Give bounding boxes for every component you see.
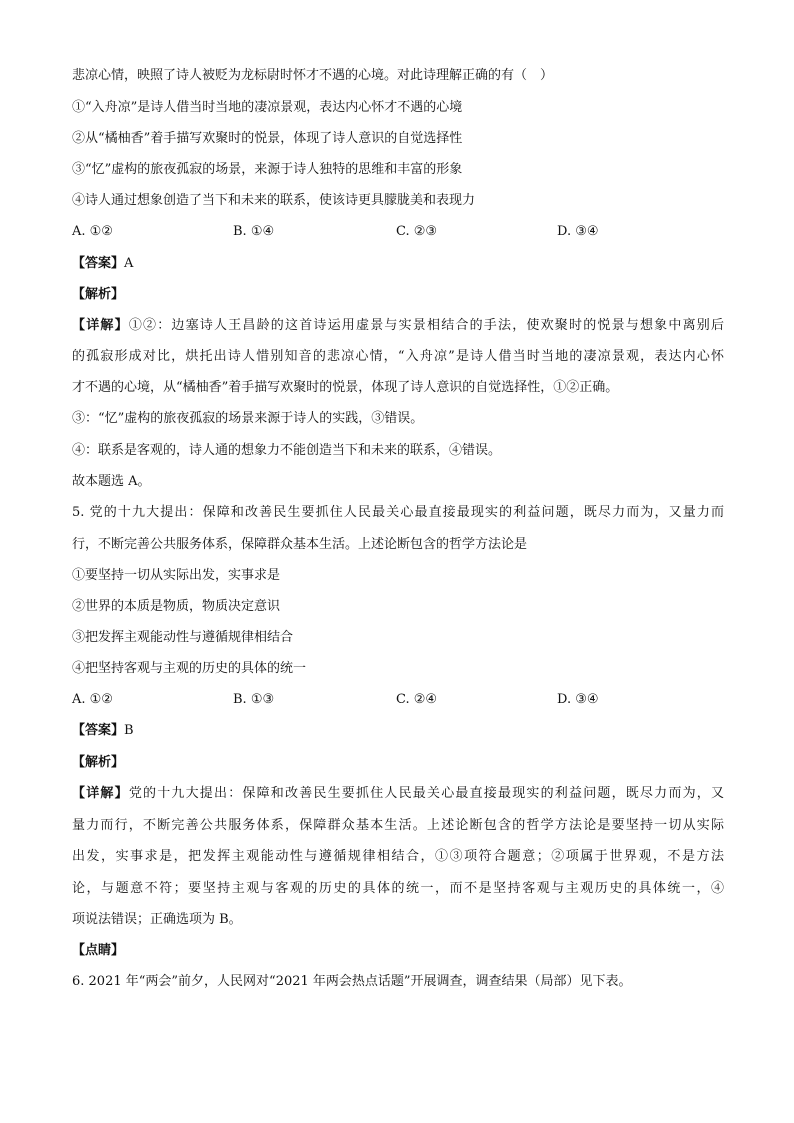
q4-detail-line-3: 才不遇的心境，从“橘柚香”着手描写欢聚时的悦景，体现了诗人意识的自觉选择性，①②正确。 <box>72 380 619 395</box>
q5-answer <box>72 722 724 740</box>
q5-detail-line-5: 项说法错误；正确选项为 B。 <box>72 912 242 927</box>
q5-stem-line-1: 5. 党的十九大提出：保障和改善民生要抓住人民最关心最直接最现实的利益问题，既尽力而为，又量力而 <box>72 505 724 520</box>
q5-option-1: ①要坚持一切从实际出发，实事求是 <box>72 568 281 583</box>
q4-answer <box>72 255 724 273</box>
q6-stem: 6. 2021 年“两会”前夕，人民网对“2021 年两会热点话题”开展调查，调查结果（局部）见下表。 <box>72 974 632 989</box>
q5-stem-line-2: 行，不断完善公共服务体系，保障群众基本生活。上述论断包含的哲学方法论是 <box>72 537 528 552</box>
comment-label: 【点睛】 <box>72 943 125 958</box>
analysis-label: 【解析】 <box>72 755 125 770</box>
detail-text: 党的十九大提出：保障和改善民生要抓住人民最关心最直接最现实的利益问题，既尽力而为，又 <box>128 786 724 801</box>
q5-choice-c: C. ②④ <box>396 692 438 707</box>
answer-value: A <box>124 256 134 271</box>
q4-conclusion: 故本题选 A。 <box>72 474 151 489</box>
q5-detail-line-1 <box>72 785 724 803</box>
q4-choice-a: A. ①② <box>72 224 113 239</box>
q4-option-3: ③“忆”虚构的旅夜孤寂的场景，来源于诗人独特的思维和丰富的形象 <box>72 162 463 177</box>
q4-detail-line-4: ③：“忆”虚构的旅夜孤寂的场景来源于诗人的实践，③错误。 <box>72 411 424 426</box>
q5-choices <box>72 691 724 709</box>
q4-analysis-label <box>72 286 724 304</box>
q4-detail-line-1 <box>72 317 724 335</box>
q4-detail-line-5: ④：联系是客观的，诗人通的想象力不能创造当下和未来的联系，④错误。 <box>72 443 502 458</box>
q5-comment-label <box>72 942 724 960</box>
q5-choice-a: A. ①② <box>72 692 113 707</box>
detail-text: ①②：边塞诗人王昌龄的这首诗运用虚景与实景相结合的手法，使欢聚时的悦景与想象中离别后 <box>128 318 724 333</box>
q4-option-2: ②从“橘柚香”着手描写欢聚时的悦景，体现了诗人意识的自觉选择性 <box>72 131 463 146</box>
q4-detail-line-2: 的孤寂形成对比，烘托出诗人惜别知音的悲凉心情，“入舟凉”是诗人借当时当地的凄凉景观，表达内心怀 <box>72 349 724 364</box>
q5-detail-line-2: 量力而行，不断完善公共服务体系，保障群众基本生活。上述论断包含的哲学方法论是要坚持一切从实际 <box>72 818 724 833</box>
q4-option-1: ①“入舟凉”是诗人借当时当地的凄凉景观，表达内心怀才不遇的心境 <box>72 100 463 115</box>
q4-option-4: ④诗人通过想象创造了当下和未来的联系，使该诗更具朦胧美和表现力 <box>72 193 476 208</box>
q4-stem-tail: 悲凉心情，映照了诗人被贬为龙标尉时怀才不遇的心境。对此诗理解正确的有（ ） <box>72 68 554 83</box>
detail-label: 【详解】 <box>72 786 129 801</box>
q4-choice-b: B. ①④ <box>233 224 275 239</box>
q5-option-2: ②世界的本质是物质，物质决定意识 <box>72 599 281 614</box>
answer-label: 【答案】 <box>72 723 125 738</box>
q5-option-4: ④把坚持客观与主观的历史的具体的统一 <box>72 661 307 676</box>
q5-detail-line-3: 出发，实事求是，把发挥主观能动性与遵循规律相结合，①③项符合题意；②项属于世界观，不是方法 <box>72 849 724 864</box>
detail-label: 【详解】 <box>72 318 129 333</box>
q5-choice-d: D. ③④ <box>557 692 599 707</box>
q4-choice-d: D. ③④ <box>557 224 599 239</box>
q4-choices <box>72 223 724 241</box>
answer-value: B <box>124 723 134 738</box>
q5-option-3: ③把发挥主观能动性与遵循规律相结合 <box>72 630 294 645</box>
q5-detail-line-4: 论，与题意不符；要坚持主观与客观的历史的具体的统一，而不是坚持客观与主观历史的具体统一，④ <box>72 881 724 896</box>
q5-analysis-label <box>72 754 724 772</box>
analysis-label: 【解析】 <box>72 287 125 302</box>
q4-choice-c: C. ②③ <box>396 224 438 239</box>
q5-choice-b: B. ①③ <box>233 692 275 707</box>
answer-label: 【答案】 <box>72 256 125 271</box>
